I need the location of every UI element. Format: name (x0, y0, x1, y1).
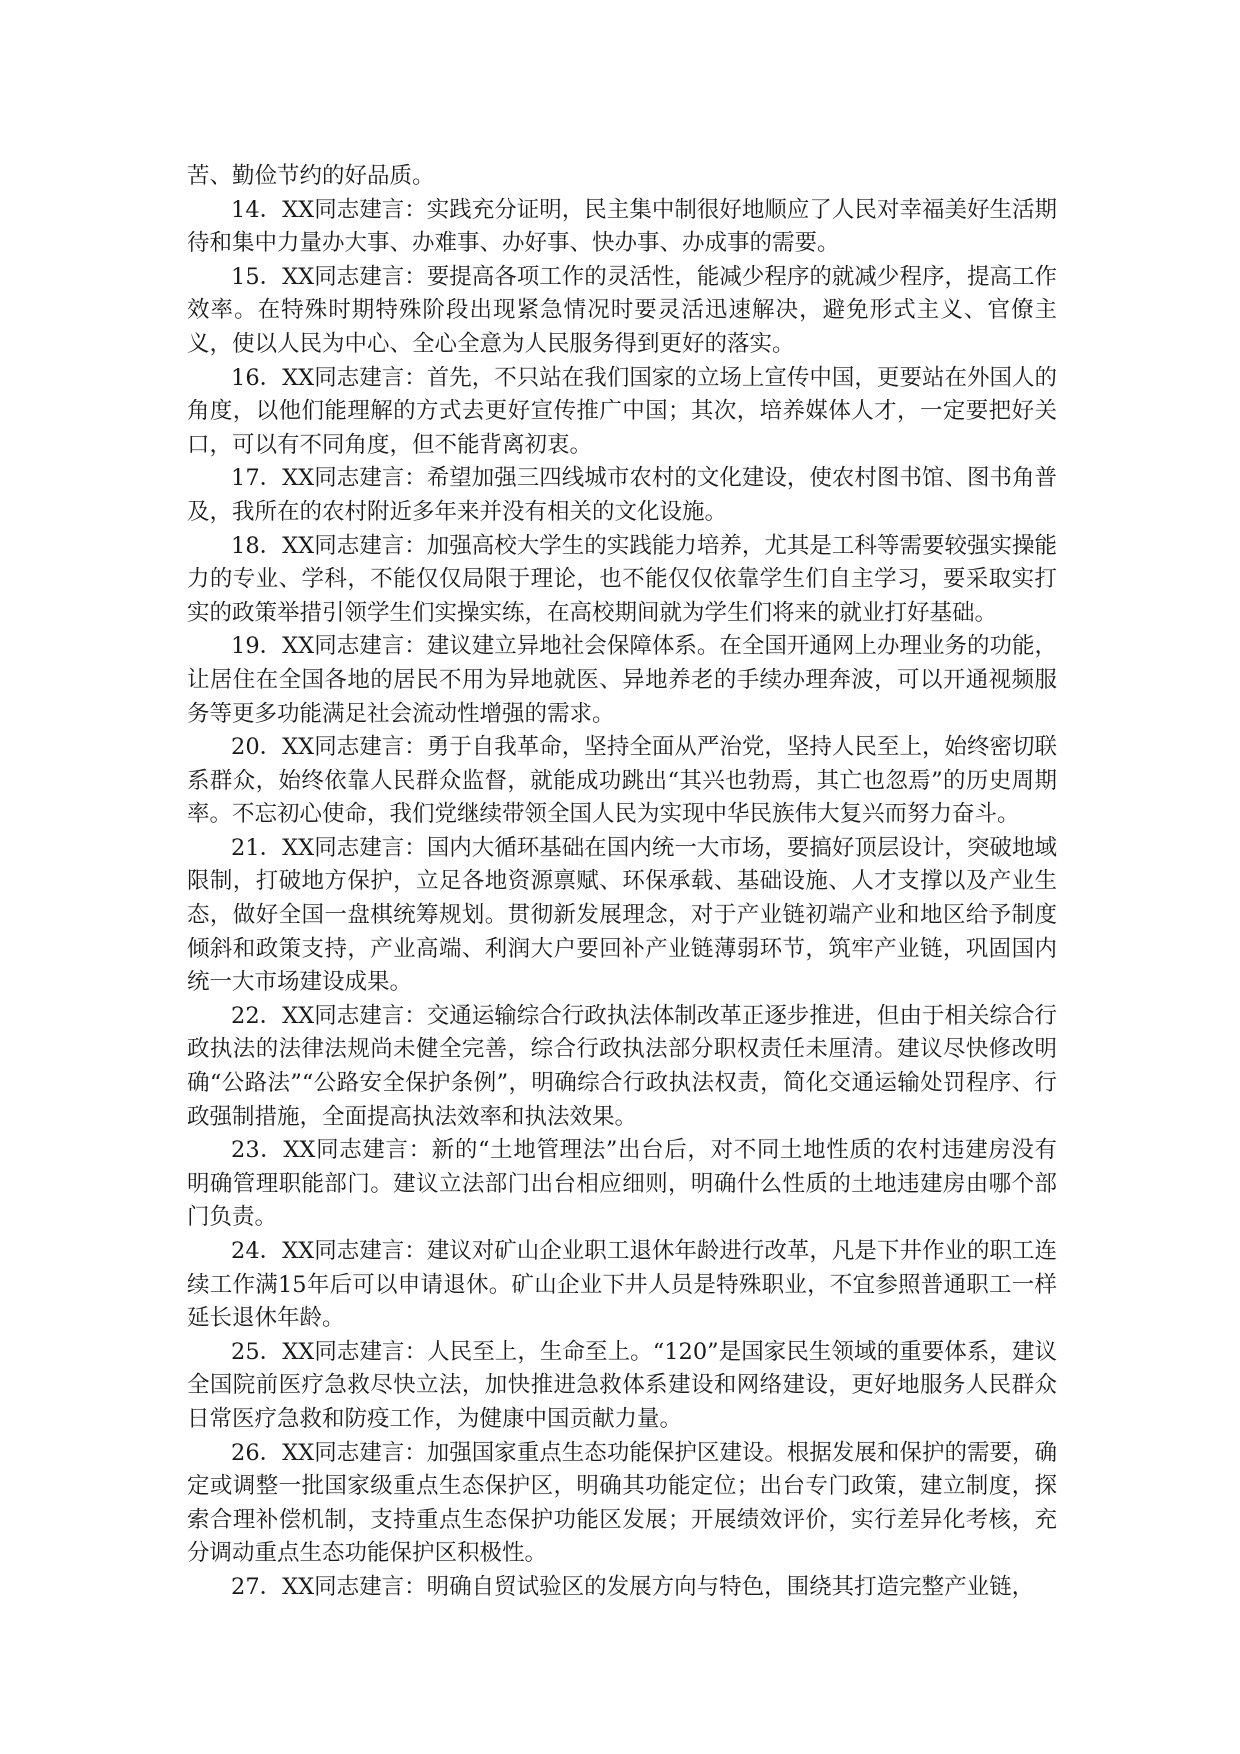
paragraph-item-15: 15．XX同志建言：要提高各项工作的灵活性，能减少程序的就减少程序，提高工作效率。在特殊时期特殊阶段出现紧急情况时要灵活迅速解决，避免形式主义、官僚主义，使以人民为中心、全心全意为人民服务得到更好的落实。 (187, 263, 1057, 357)
paragraph-item-27: 27．XX同志建言：明确自贸试验区的发展方向与特色，围绕其打造完整产业链， (231, 1573, 1035, 1600)
paragraph-item-24: 24．XX同志建言：建议对矿山企业职工退休年龄进行改革，凡是下井作业的职工连续工作满15年后可以申请退休。矿山企业下井人员是特殊职业，不宜参照普通职工一样延长退休年龄。 (187, 1238, 1057, 1332)
paragraph-item-25: 25．XX同志建言：人民至上，生命至上。“120”是国家民生领域的重要体系，建议全国院前医疗急救尽快立法，加快推进急救体系建设和网络建设，更好地服务人民群众日常医疗急救和防疫工作，为健康中国贡献力量。 (187, 1338, 1057, 1432)
paragraph-item-22: 22．XX同志建言：交通运输综合行政执法体制改革正逐步推进，但由于相关综合行政执法的法律法规尚未健全完善，综合行政执法部分职权责任未厘清。建议尽快修改明确“公路法”“公路安全保护条例”，明确综合行政执法权责，简化交通运输处罚程序、行政强制措施，全面提高执法效率和执法效果。 (187, 1002, 1057, 1130)
paragraph-item-17: 17．XX同志建言：希望加强三四线城市农村的文化建设，使农村图书馆、图书角普及，我所在的农村附近多年来并没有相关的文化设施。 (187, 465, 1057, 525)
paragraph-item-26: 26．XX同志建言：加强国家重点生态功能保护区建设。根据发展和保护的需要，确定或调整一批国家级重点生态保护区，明确其功能定位；出台专门政策，建立制度，探索合理补偿机制，支持重点生态保护功能区发展；开展绩效评价，实行差异化考核，充分调动重点生态功能保护区积极性。 (187, 1439, 1057, 1567)
paragraph-item-20: 20．XX同志建言：勇于自我革命，坚持全面从严治党，坚持人民至上，始终密切联系群众，始终依靠人民群众监督，就能成功跳出“其兴也勃焉，其亡也忽焉”的历史周期率。不忘初心使命，我们党继续带领全国人民为实现中华民族伟大复兴而努力奋斗。 (187, 734, 1057, 828)
paragraph-item-23: 23．XX同志建言：新的“土地管理法”出台后，对不同土地性质的农村违建房没有明确管理职能部门。建议立法部门出台相应细则，明确什么性质的土地违建房由哪个部门负责。 (187, 1137, 1057, 1231)
paragraph-item-14: 14．XX同志建言：实践充分证明，民主集中制很好地顺应了人民对幸福美好生活期待和集中力量办大事、办难事、办好事、快办事、办成事的需要。 (187, 196, 1057, 257)
document-body (187, 160, 1057, 1605)
paragraph-item-18: 18．XX同志建言：加强高校大学生的实践能力培养，尤其是工科等需要较强实操能力的专业、学科，不能仅仅局限于理论，也不能仅仅依靠学生们自主学习，要采取实打实的政策举措引领学生们实操实练，在高校期间就为学生们将来的就业打好基础。 (187, 532, 1057, 626)
paragraph-continuation: 苦、勤俭节约的好品质。 (187, 163, 435, 189)
paragraph-item-16: 16．XX同志建言：首先，不只站在我们国家的立场上宣传中国，更要站在外国人的角度，以他们能理解的方式去更好宣传推广中国；其次，培养媒体人才，一定要把好关口，可以有不同角度，但不能背离初衷。 (187, 364, 1057, 458)
paragraph-item-21: 21．XX同志建言：国内大循环基础在国内统一大市场，要搞好顶层设计，突破地域限制，打破地方保护，立足各地资源禀赋、环保承载、基础设施、人才支撑以及产业生态，做好全国一盘棋统筹规划。贯彻新发展理念，对于产业链初端产业和地区给予制度倾斜和政策支持，产业高端、利润大户要回补产业链薄弱环节，筑牢产业链，巩固国内统一大市场建设成果。 (187, 834, 1057, 996)
paragraph-item-19: 19．XX同志建言：建议建立异地社会保障体系。在全国开通网上办理业务的功能，让居住在全国各地的居民不用为异地就医、异地养老的手续办理奔波，可以开通视频服务等更多功能满足社会流动性增强的需求。 (187, 633, 1057, 727)
